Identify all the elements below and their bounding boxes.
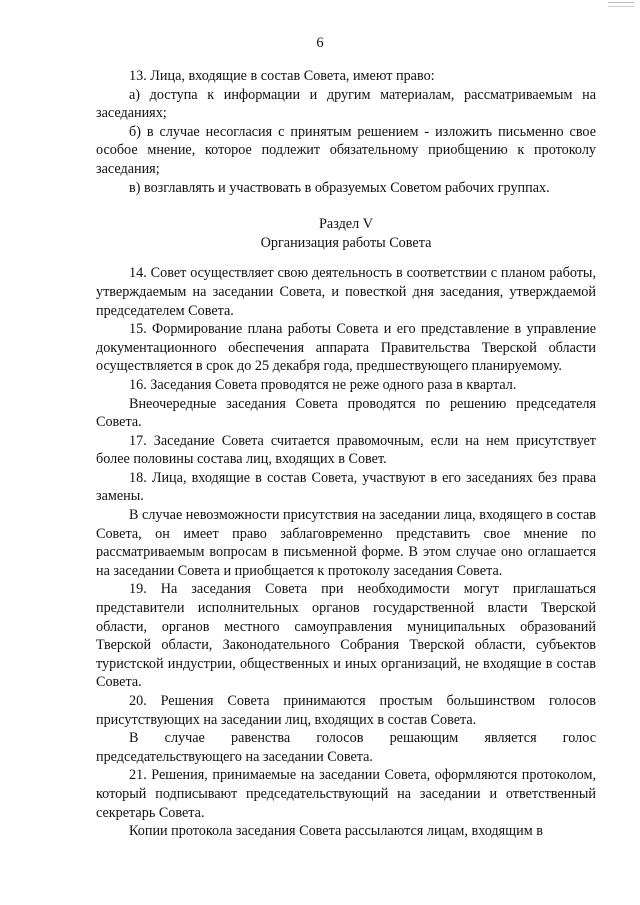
spacer [96,197,596,215]
paragraph-13-a: а) доступа к информации и другим материалам, рассматриваемым на заседаниях; [96,86,596,122]
section-subtitle: Организация работы Совета [260,234,432,251]
paragraph-17: 17. Заседание Совета считается правомочным, если на нем присутствует более половины состава лиц, входящих в Совет. [96,432,596,468]
paragraph-15: 15. Формирование плана работы Совета и его представление в управление документационного обеспечения аппарата Правительства Тверской области осуществляется в срок до 25 декабря года, предшествующего планируемому. [96,321,596,375]
paragraph-13: 13. Лица, входящие в состав Совета, имеют право: [129,68,435,84]
paragraph-21: 21. Решения, принимаемые на заседании Совета, оформляются протоколом, который подписывают председательствующий на заседании и ответственный секретарь Совета. [96,767,596,821]
document-body [96,67,596,841]
paragraph-19: 19. На заседания Совета при необходимости могут приглашаться представители исполнительных органов государственной власти Тверской области, органов местного самоуправления муниципальных образований Тверской области, Законодательного Собрания Тверской области, субъектов туристской индустрии, общественных и иных организаций, не входящие в состав Совета. [96,581,596,691]
paragraph-16: 16. Заседания Совета проводятся не реже одного раза в квартал. [129,376,517,393]
section-title: Раздел V [319,216,373,233]
page-number: 6 [316,35,324,51]
paragraph-13-b: б) в случае несогласия с принятым решением - изложить письменно свое особое мнение, которое подлежит обязательному приобщению к протоколу заседания; [96,123,596,177]
paragraph-13-v: в) возглавлять и участвовать в образуемых Советом рабочих группах. [129,179,550,196]
paragraph-16-extra: Внеочередные заседания Совета проводятся по решению председателя Совета. [96,395,596,431]
paragraph-18: 18. Лица, входящие в состав Совета, участвуют в его заседаниях без права замены. [96,469,596,505]
paragraph-20: 20. Решения Совета принимаются простым большинством голосов присутствующих на заседании лиц, входящих в состав Совета. [96,693,596,728]
paragraph-20-extra: В случае равенства голосов решающим является голос председательствующего на заседании Совета. [96,730,596,765]
scan-corner-mark [608,2,634,7]
paragraph-18-extra: В случае невозможности присутствия на заседании лица, входящего в состав Совета, он имеет право заблаговременно представить свое мнение по рассматриваемым вопросам в письменной форме. В этом случае оно оглашается на заседании Совета и приобщается к протоколу заседания Совета. [96,507,596,579]
spacer [96,252,596,264]
paragraph-14: 14. Совет осуществляет свою деятельность в соответствии с планом работы, утверждаемым на заседании Совета, и повесткой дня заседания, утверждаемой председателем Совета. [96,265,596,319]
paragraph-21-extra: Копии протокола заседания Совета рассылаются лицам, входящим в [129,823,543,840]
